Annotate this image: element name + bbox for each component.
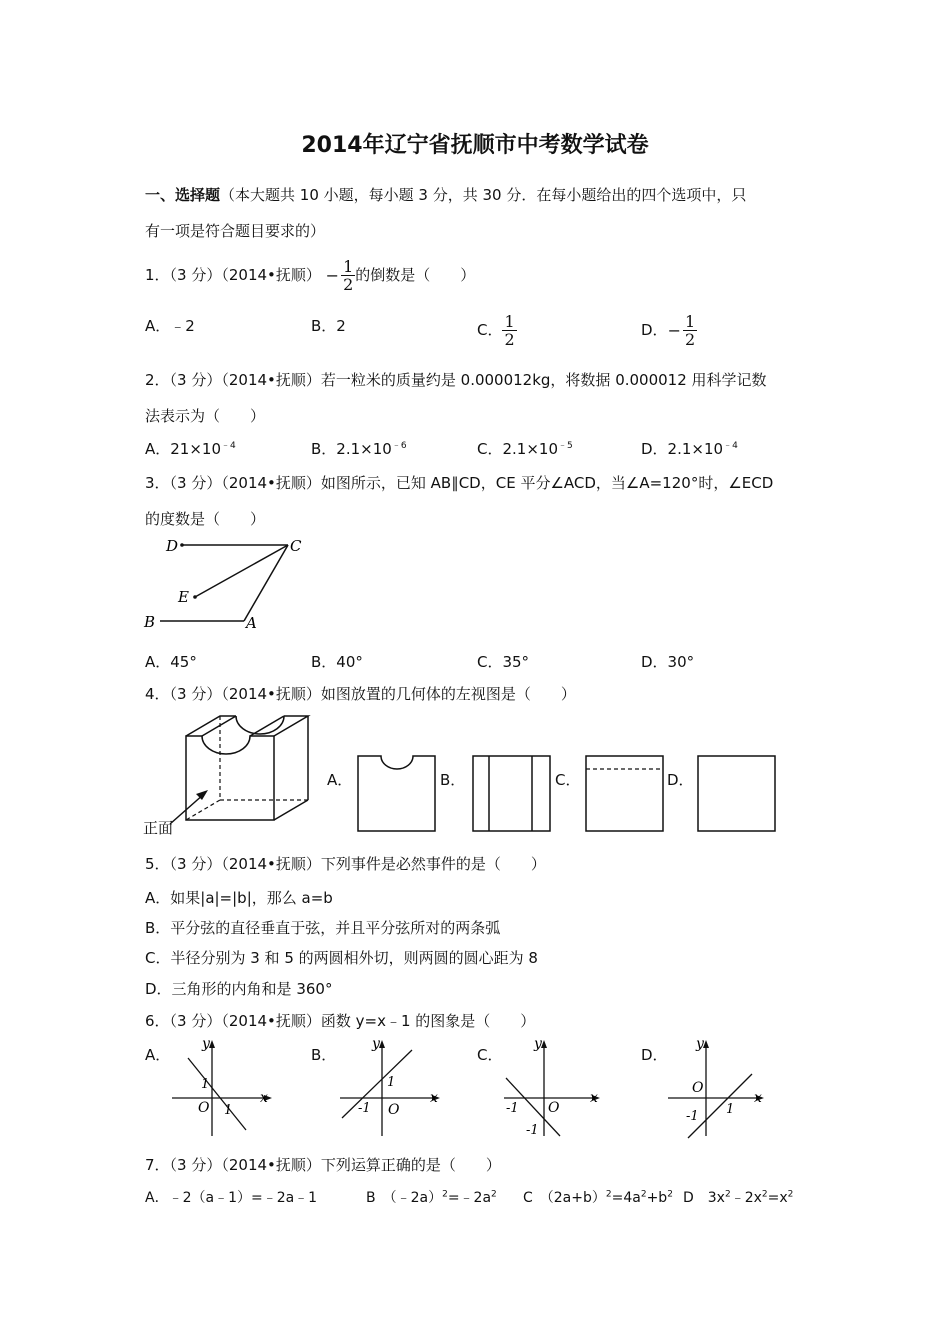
- q6b-origin: O: [388, 1102, 400, 1118]
- q6a-x: x: [260, 1090, 268, 1106]
- q6-option-c-graph: [500, 1036, 610, 1140]
- q3-label-a: A: [246, 614, 257, 632]
- q6c-origin: O: [548, 1100, 560, 1116]
- q6d-x: x: [754, 1090, 762, 1106]
- q1-c-fraction: [502, 313, 516, 348]
- q4-option-b-label: B．: [440, 771, 466, 789]
- q6d-y: y: [696, 1036, 704, 1052]
- q1-option-a: A．﹣2: [145, 317, 195, 335]
- q7-option-b: [366, 1187, 497, 1207]
- section-label: 一、选择题: [145, 186, 221, 204]
- q7-d-mid: ﹣2x: [730, 1190, 762, 1206]
- q1-neg-sign: −: [325, 266, 340, 285]
- q6b-x: x: [430, 1090, 438, 1106]
- q6d-origin: O: [692, 1080, 704, 1096]
- q4-option-b-figure: [472, 754, 552, 834]
- q7-c-e1: 2: [605, 1189, 612, 1200]
- q3-label-d: D: [166, 537, 179, 555]
- q6d-tick-x: 1: [726, 1102, 735, 1117]
- q3-option-b: B．40°: [311, 653, 363, 671]
- q6a-tick-x: 1: [224, 1103, 233, 1118]
- q2-d-text: D．2.1×10: [641, 440, 724, 458]
- q6-option-c-label: C．: [477, 1046, 503, 1064]
- q4-option-d-label: D．: [667, 771, 694, 789]
- q2-a-exp: ﹣4: [221, 441, 236, 451]
- q2-line-1: 2．（3 分）（2014•抚顺）若一粒米的质量约是 0.000012kg，将数据 0.000012 用科学记数: [145, 371, 767, 389]
- q7-option-c: [523, 1187, 673, 1207]
- q7-b-e2: 2: [491, 1189, 497, 1200]
- q7-d-mid2: =x: [767, 1190, 788, 1206]
- section-desc-2: 有一项是符合题目要求的）: [145, 222, 326, 240]
- q6-option-a-graph: [168, 1036, 278, 1140]
- q6-option-d-label: D．: [641, 1046, 668, 1064]
- q3-line-1: 3．（3 分）（2014•抚顺）如图所示，已知 AB∥CD，CE 平分∠ACD，当∠A=120°时，∠ECD: [145, 474, 774, 492]
- q6c-y: y: [534, 1036, 542, 1052]
- q4-option-c-label: C．: [555, 771, 581, 789]
- q1-d-num: 1: [684, 312, 696, 331]
- q3-figure: [140, 533, 310, 633]
- q6a-y: y: [202, 1036, 210, 1052]
- q6b-y: y: [372, 1036, 380, 1052]
- q1-suffix: 的倒数是（ ）: [355, 266, 476, 284]
- q6-option-b-label: B．: [311, 1046, 337, 1064]
- q2-option-b: [311, 438, 407, 459]
- q5-option-d: D．三角形的内角和是 360°: [145, 980, 333, 998]
- q3-option-d: D．30°: [641, 653, 695, 671]
- q7-c-mid: =4a: [611, 1190, 641, 1206]
- q2-option-c: [477, 438, 573, 459]
- q6d-tick-y: -1: [686, 1109, 699, 1124]
- q1-fraction: [341, 258, 355, 293]
- question-1: [145, 258, 475, 293]
- q1-d-fraction: [683, 313, 697, 348]
- q7-d-pre: D 3x: [683, 1190, 725, 1206]
- q6c-x: x: [590, 1090, 598, 1106]
- q2-line-2: 法表示为（ ）: [145, 407, 266, 425]
- q1-d-den: 2: [684, 330, 696, 349]
- q1-option-d-label: D．: [641, 321, 668, 339]
- q7-b-e1: 2: [442, 1189, 448, 1200]
- q1-prefix: 1．（3 分）（2014•抚顺）: [145, 266, 321, 284]
- q3-line-2: 的度数是（ ）: [145, 510, 266, 528]
- q3-label-b: B: [144, 613, 156, 631]
- q7-d-e3: 2: [787, 1189, 794, 1200]
- q6-option-b-graph: [336, 1036, 446, 1140]
- q7-c-mid2: +b: [646, 1190, 668, 1206]
- q7-c-e2: 2: [640, 1189, 647, 1200]
- q2-option-a: [145, 438, 236, 459]
- q2-c-text: C．2.1×10: [477, 440, 558, 458]
- q6-option-d-graph: [664, 1036, 774, 1140]
- q4-line-1: 4．（3 分）（2014•抚顺）如图放置的几何体的左视图是（ ）: [145, 685, 576, 703]
- q7-d-e1: 2: [724, 1189, 731, 1200]
- q7-d-e2: 2: [761, 1189, 768, 1200]
- q7-c-e3: 2: [667, 1189, 673, 1200]
- q2-b-exp: ﹣6: [391, 441, 407, 451]
- q6-option-a-label: A．: [145, 1046, 171, 1064]
- q3-label-e: E: [178, 588, 189, 606]
- q6b-tick-x: -1: [358, 1101, 371, 1116]
- q7-option-a: A．﹣2（a﹣1）=﹣2a﹣1: [145, 1190, 318, 1206]
- q4-option-a-figure: [357, 754, 437, 834]
- q6c-tick-x: -1: [506, 1101, 519, 1116]
- section-heading: [145, 184, 746, 205]
- q7-line-1: 7．（3 分）（2014•抚顺）下列运算正确的是（ ）: [145, 1156, 501, 1174]
- q3-option-c: C．35°: [477, 653, 530, 671]
- q4-option-d-figure: [697, 754, 777, 834]
- q1-c-num: 1: [504, 312, 515, 331]
- q2-b-text: B．2.1×10: [311, 440, 392, 458]
- q1-option-c: [477, 313, 517, 348]
- q1-c-den: 2: [504, 330, 515, 349]
- q7-option-d: [683, 1187, 793, 1207]
- q7-c-pre: C （2a+b）: [523, 1190, 606, 1206]
- q6-line-1: 6．（3 分）（2014•抚顺）函数 y=x﹣1 的图象是（ ）: [145, 1012, 536, 1030]
- q6c-tick-y: -1: [526, 1123, 539, 1138]
- page-title: 2014年辽宁省抚顺市中考数学试卷: [301, 133, 649, 158]
- q2-a-text: A．21×10: [145, 440, 222, 458]
- q7-b-pre: B （﹣2a）: [366, 1190, 443, 1206]
- q1-d-neg: −: [667, 321, 681, 340]
- q3-label-c: C: [290, 537, 302, 555]
- q4-option-a-label: A．: [327, 771, 353, 789]
- q5-option-c: C．半径分别为 3 和 5 的两圆相外切，则两圆的圆心距为 8: [145, 949, 538, 967]
- q1-option-c-label: C．: [477, 321, 503, 339]
- q6a-tick-y: 1: [201, 1077, 210, 1092]
- q3-option-a: A．45°: [145, 653, 197, 671]
- q1-option-b: B．2: [311, 317, 346, 335]
- q4-option-c-figure: [585, 754, 665, 834]
- section-desc-1: （本大题共 10 小题，每小题 3 分，共 30 分．在每小题给出的四个选项中，只: [220, 186, 747, 204]
- q4-front-label: 正面: [143, 819, 174, 837]
- q1-option-d: [641, 313, 697, 348]
- q2-c-exp: ﹣5: [557, 441, 573, 451]
- q5-line-1: 5．（3 分）（2014•抚顺）下列事件是必然事件的是（ ）: [145, 855, 546, 873]
- q6b-tick-y: 1: [387, 1075, 396, 1090]
- q5-option-b: B．平分弦的直径垂直于弦，并且平分弦所对的两条弧: [145, 919, 501, 937]
- q7-b-mid: =﹣2a: [447, 1190, 492, 1206]
- q1-frac-num: 1: [343, 257, 354, 276]
- q2-option-d: [641, 438, 738, 459]
- q2-d-exp: ﹣4: [723, 441, 738, 451]
- q6a-origin: O: [198, 1100, 210, 1116]
- q1-frac-den: 2: [343, 275, 354, 294]
- q5-option-a: A．如果|a|=|b|，那么 a=b: [145, 889, 333, 907]
